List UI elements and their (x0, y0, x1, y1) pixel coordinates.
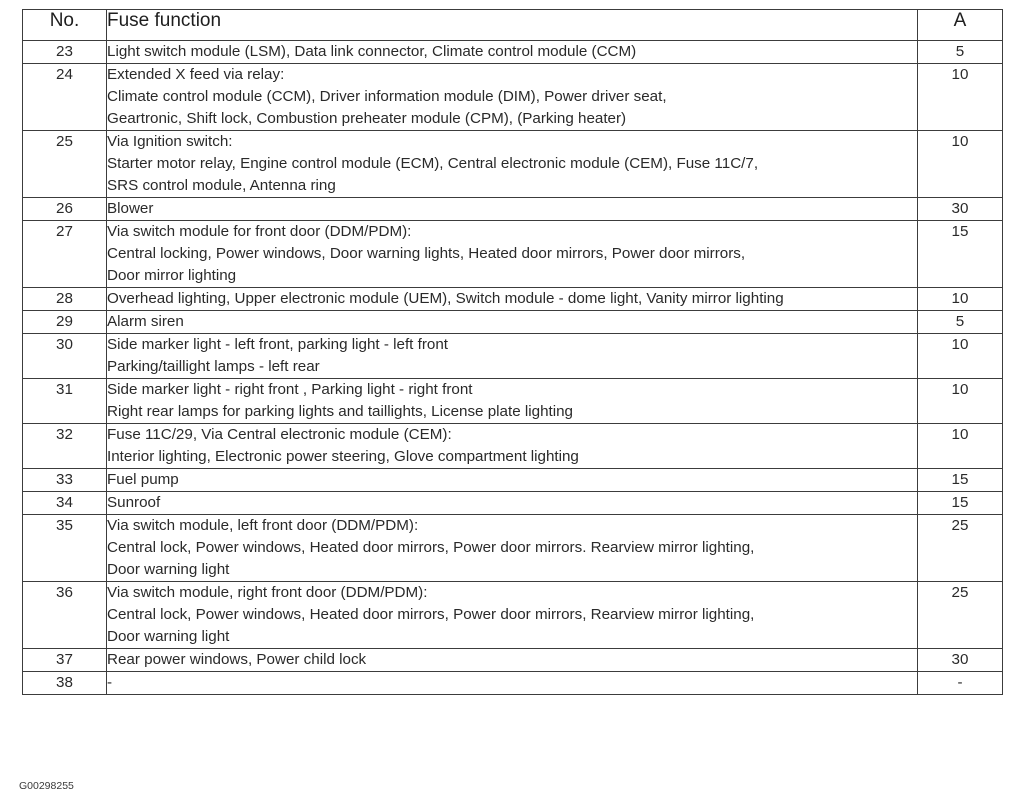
fuse-function-line: Fuel pump (107, 471, 179, 488)
fuse-number: 38 (23, 672, 107, 695)
fuse-function-line: Sunroof (107, 494, 161, 511)
fuse-function-line: Climate control module (CCM), Driver information module (DIM), Power driver seat, (107, 88, 667, 105)
fuse-function (107, 492, 918, 515)
fuse-amperage: 15 (918, 492, 1003, 515)
fuse-function-line: Light switch module (LSM), Data link connector, Climate control module (CCM) (107, 43, 637, 60)
fuse-function (107, 221, 918, 288)
fuse-function-line: Rear power windows, Power child lock (107, 651, 367, 668)
fuse-table-header (23, 10, 1003, 41)
fuse-function-line: Blower (107, 200, 154, 217)
figure-code: G00298255 (19, 780, 74, 792)
fuse-number: 34 (23, 492, 107, 515)
fuse-function-line: SRS control module, Antenna ring (107, 177, 336, 194)
table-row (23, 41, 1003, 64)
fuse-amperage: 25 (918, 582, 1003, 649)
table-row (23, 672, 1003, 695)
fuse-function-line: Central lock, Power windows, Heated door mirrors, Power door mirrors. Rearview mirror lighting, (107, 539, 755, 556)
fuse-function-line: Fuse 11C/29, Via Central electronic module (CEM): (107, 426, 452, 443)
fuse-function-line: Side marker light - right front , Parking light - right front (107, 381, 473, 398)
header-fuse-function: Fuse function (107, 10, 918, 41)
fuse-function (107, 64, 918, 131)
fuse-amperage: 25 (918, 515, 1003, 582)
fuse-amperage: 30 (918, 649, 1003, 672)
fuse-amperage: 10 (918, 288, 1003, 311)
table-row (23, 334, 1003, 379)
fuse-function (107, 469, 918, 492)
header-row (23, 10, 1003, 41)
table-row (23, 649, 1003, 672)
table-row (23, 469, 1003, 492)
fuse-amperage: 10 (918, 334, 1003, 379)
fuse-function (107, 649, 918, 672)
fuse-function (107, 424, 918, 469)
fuse-number: 26 (23, 198, 107, 221)
fuse-function (107, 379, 918, 424)
fuse-number: 32 (23, 424, 107, 469)
fuse-table-container (22, 9, 1002, 695)
fuse-amperage: 5 (918, 41, 1003, 64)
fuse-amperage: 5 (918, 311, 1003, 334)
fuse-function-line: Via switch module for front door (DDM/PDM): (107, 223, 412, 240)
table-row (23, 424, 1003, 469)
table-row (23, 311, 1003, 334)
fuse-function (107, 334, 918, 379)
fuse-amperage: 10 (918, 64, 1003, 131)
fuse-function-line: Via switch module, right front door (DDM/PDM): (107, 584, 428, 601)
fuse-amperage: 10 (918, 424, 1003, 469)
fuse-table-body (23, 41, 1003, 695)
fuse-function-line: - (107, 674, 113, 691)
fuse-number: 35 (23, 515, 107, 582)
fuse-function-line: Door warning light (107, 561, 230, 578)
fuse-function-line: Central locking, Power windows, Door warning lights, Heated door mirrors, Power door mirrors, (107, 245, 746, 262)
fuse-function-line: Alarm siren (107, 313, 184, 330)
fuse-amperage: - (918, 672, 1003, 695)
fuse-function-line: Overhead lighting, Upper electronic module (UEM), Switch module - dome light, Vanity mirror lighting (107, 290, 784, 307)
fuse-amperage: 10 (918, 379, 1003, 424)
fuse-number: 25 (23, 131, 107, 198)
fuse-amperage: 15 (918, 221, 1003, 288)
table-row (23, 198, 1003, 221)
fuse-function-line: Right rear lamps for parking lights and taillights, License plate lighting (107, 403, 573, 420)
fuse-number: 24 (23, 64, 107, 131)
table-row (23, 64, 1003, 131)
fuse-function-line: Central lock, Power windows, Heated door mirrors, Power door mirrors, Rearview mirror lighting, (107, 606, 755, 623)
fuse-amperage: 30 (918, 198, 1003, 221)
fuse-function-line: Extended X feed via relay: (107, 66, 285, 83)
fuse-function-line: Via Ignition switch: (107, 133, 233, 150)
fuse-number: 30 (23, 334, 107, 379)
fuse-function-line: Door warning light (107, 628, 230, 645)
fuse-number: 36 (23, 582, 107, 649)
fuse-amperage: 10 (918, 131, 1003, 198)
fuse-number: 29 (23, 311, 107, 334)
table-row (23, 288, 1003, 311)
fuse-function (107, 311, 918, 334)
fuse-number: 31 (23, 379, 107, 424)
fuse-function-line: Side marker light - left front, parking light - left front (107, 336, 449, 353)
fuse-amperage: 15 (918, 469, 1003, 492)
fuse-table (22, 9, 1003, 695)
fuse-function-line: Via switch module, left front door (DDM/PDM): (107, 517, 419, 534)
table-row (23, 515, 1003, 582)
table-row (23, 379, 1003, 424)
fuse-number: 28 (23, 288, 107, 311)
header-no: No. (23, 10, 107, 41)
fuse-function-line: Door mirror lighting (107, 267, 237, 284)
fuse-function (107, 131, 918, 198)
fuse-function-line: Parking/taillight lamps - left rear (107, 358, 320, 375)
fuse-function (107, 672, 918, 695)
fuse-number: 27 (23, 221, 107, 288)
header-amperage: A (918, 10, 1003, 41)
fuse-function (107, 582, 918, 649)
fuse-number: 37 (23, 649, 107, 672)
fuse-function (107, 41, 918, 64)
fuse-function-line: Starter motor relay, Engine control module (ECM), Central electronic module (CEM), Fuse 11C/7, (107, 155, 759, 172)
table-row (23, 492, 1003, 515)
fuse-number: 23 (23, 41, 107, 64)
fuse-function-line: Geartronic, Shift lock, Combustion preheater module (CPM), (Parking heater) (107, 110, 627, 127)
fuse-function-line: Interior lighting, Electronic power steering, Glove compartment lighting (107, 448, 579, 465)
fuse-function (107, 288, 918, 311)
table-row (23, 131, 1003, 198)
table-row (23, 221, 1003, 288)
fuse-function (107, 198, 918, 221)
fuse-number: 33 (23, 469, 107, 492)
fuse-function (107, 515, 918, 582)
table-row (23, 582, 1003, 649)
